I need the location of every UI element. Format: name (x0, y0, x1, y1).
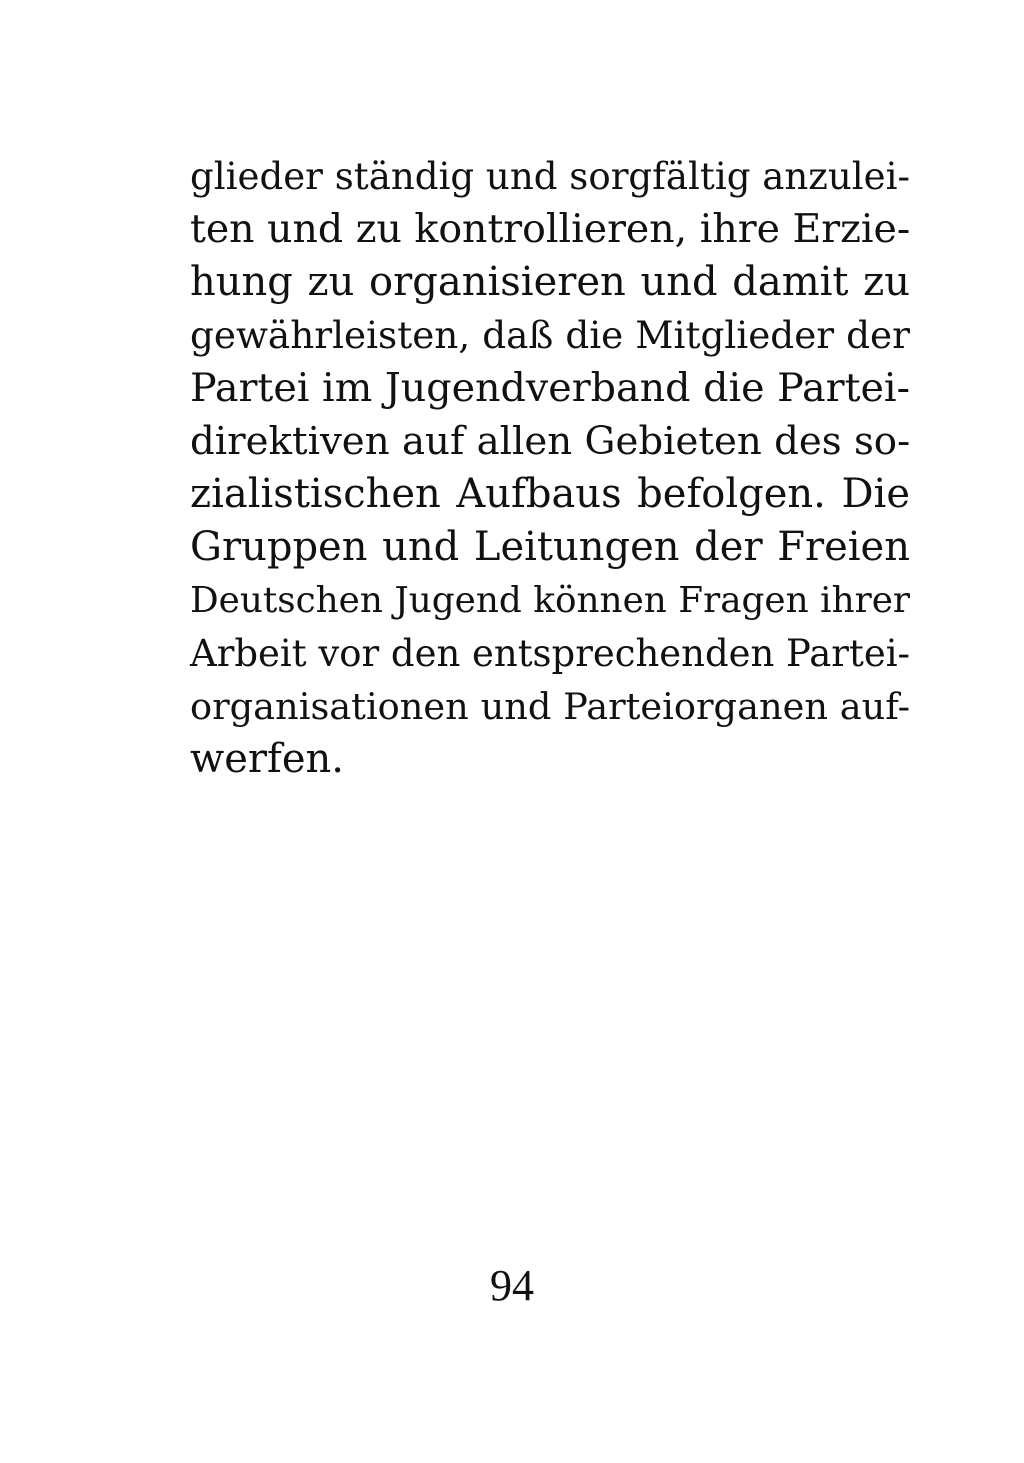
text-line: gewährleisten, daß die Mitglieder der (190, 313, 910, 357)
text-line: ten und zu kontrollieren, ihre Erzie- (190, 206, 911, 252)
text-line: Gruppen und Leitungen der Freien (190, 524, 910, 570)
text-line: Deutschen Jugend können Fragen ihrer (190, 580, 910, 621)
text-line: zialistischen Aufbaus befolgen. Die (190, 471, 910, 517)
text-line: Arbeit vor den entsprechenden Partei- (190, 632, 911, 675)
text-line: glieder ständig und sorgfältig anzulei- (190, 155, 910, 198)
text-line: Partei im Jugendverband die Partei- (190, 365, 910, 411)
text-line: organisationen und Parteiorganen auf- (190, 685, 910, 728)
text-line: direktiven auf allen Gebieten des so- (190, 419, 911, 464)
body-text (190, 150, 910, 786)
page-number: 94 (490, 1261, 534, 1310)
text-line: hung zu organisieren und damit zu (190, 259, 910, 305)
text-line-last: werfen. (190, 736, 344, 782)
